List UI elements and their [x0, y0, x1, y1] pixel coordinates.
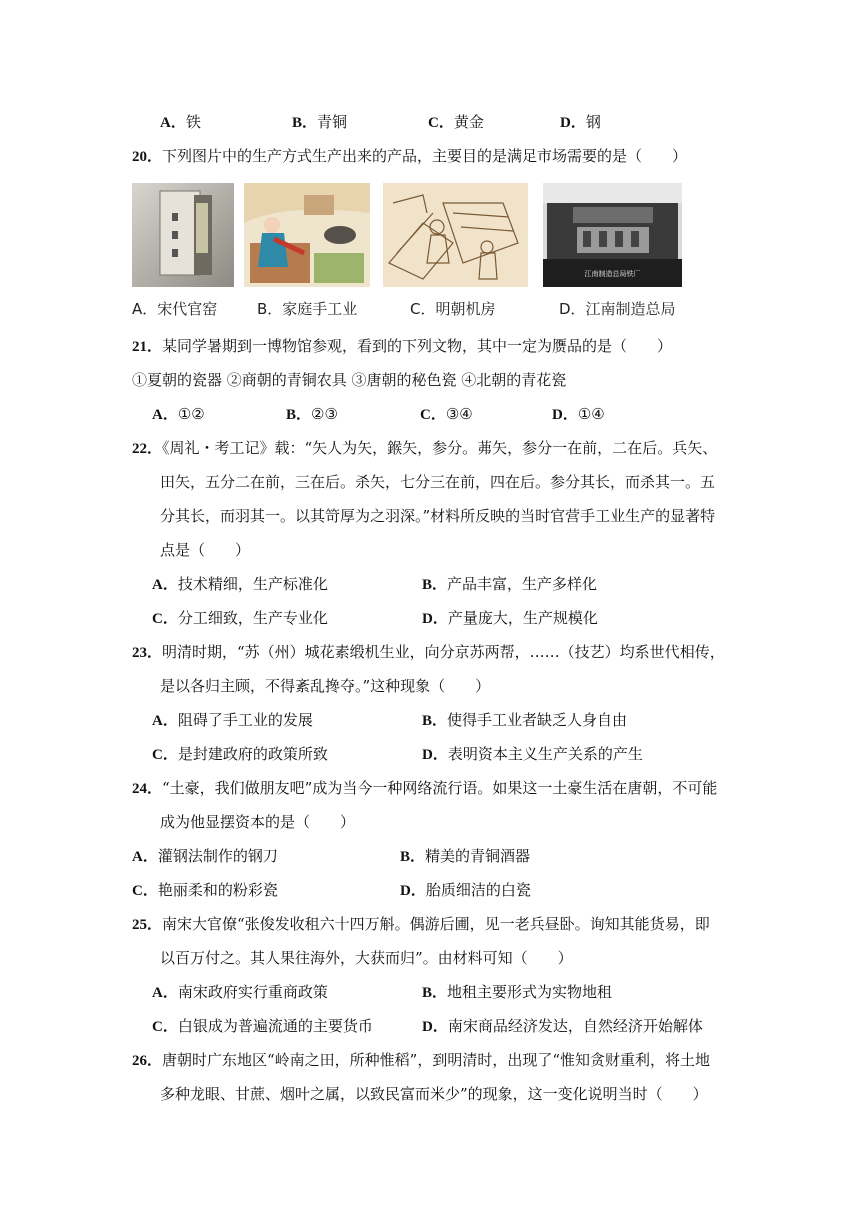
q23-line-2: 是以各归主顾，不得紊乱搀夺。”这种现象（ ）	[160, 677, 491, 695]
q22-option-d: D．产量庞大，生产规模化	[422, 609, 598, 627]
q24-line-2: 成为他显摆资本的是（ ）	[160, 813, 356, 831]
q20-stem: 20．下列图片中的生产方式生产出来的产品，主要目的是满足市场需要的是（ ）	[132, 147, 688, 165]
q19-option-a: A．铁	[160, 113, 201, 131]
q21-option-c: C．③④	[420, 405, 473, 423]
q25-option-c: C．白银成为普遍流通的主要货币	[152, 1017, 373, 1035]
q24-option-a: A．灌钢法制作的钢刀	[132, 847, 278, 865]
q22-line-2: 田矢，五分二在前，三在后。杀矢，七分三在前，四在后。参分其长，而杀其一。五	[160, 473, 716, 491]
q25-line-1: 25．南宋大官僚“张俊发收租六十四万斛。偶游后圃，见一老兵昼卧。询知其能货易，即	[132, 915, 710, 933]
home-weaving-image	[244, 183, 370, 287]
q24-line-1: 24．“土豪，我们做朋友吧”成为当今一种网络流行语。如果这一土豪生活在唐朝，不可能	[132, 779, 718, 797]
q22-line-4: 点是（ ）	[160, 541, 251, 559]
q23-option-d: D．表明资本主义生产关系的产生	[422, 745, 643, 763]
image-caption-c: C．明朝机房	[410, 300, 496, 318]
image-caption-a: A．宋代官窑	[132, 300, 218, 318]
q24-option-c: C．艳丽柔和的粉彩瓷	[132, 881, 278, 899]
q22-line-1: 22．《周礼・考工记》载：“矢人为矢，鍭矢，参分。茀矢，参分一在前，二在后。兵矢、	[132, 439, 718, 457]
q21-stem: 21．某同学暑期到一博物馆参观，看到的下列文物，其中一定为赝品的是（ ）	[132, 337, 673, 355]
ming-workshop-image	[383, 183, 528, 287]
q26-line-2: 多种龙眼、甘蔗、烟叶之属，以致民富而米少”的现象，这一变化说明当时（ ）	[160, 1085, 708, 1103]
q24-option-d: D．胎质细洁的白瓷	[400, 881, 531, 899]
q25-option-a: A．南宋政府实行重商政策	[152, 983, 328, 1001]
q26-line-1: 26．唐朝时广东地区“岭南之田，所种惟稻”，到明清时，出现了“惟知贪财重利，将土地	[132, 1051, 711, 1069]
q19-option-c: C．黄金	[428, 113, 484, 131]
image-caption-b: B．家庭手工业	[257, 300, 358, 318]
q21-option-d: D．①④	[552, 405, 605, 423]
q24-option-b: B．精美的青铜酒器	[400, 847, 531, 865]
q19-option-b: B．青铜	[292, 113, 348, 131]
q22-option-c: C．分工细致，生产专业化	[152, 609, 328, 627]
q19-option-d: D．钢	[560, 113, 601, 131]
q21-option-a: A．①②	[152, 405, 205, 423]
photo-caption-text: 江南制造总局铁厂	[584, 270, 641, 278]
q23-option-c: C．是封建政府的政策所致	[152, 745, 328, 763]
arsenal-photo-image	[543, 183, 682, 287]
q25-option-d: D．南宋商品经济发达，自然经济开始解体	[422, 1017, 703, 1035]
q22-line-3: 分其长，而羽其一。以其笴厚为之羽深。”材料所反映的当时官营手工业生产的显著特	[160, 507, 716, 525]
porcelain-vase-image	[132, 183, 234, 287]
q23-option-a: A．阻碍了手工业的发展	[152, 711, 313, 729]
q23-option-b: B．使得手工业者缺乏人身自由	[422, 711, 628, 729]
q22-option-a: A．技术精细，生产标准化	[152, 575, 328, 593]
image-caption-d: D．江南制造总局	[559, 300, 676, 318]
q25-option-b: B．地租主要形式为实物地租	[422, 983, 613, 1001]
q23-line-1: 23．明清时期，“苏（州）城花素缎机生业，向分京苏两帮，……（技艺）均系世代相传，	[132, 643, 725, 661]
q21-items: ①夏朝的瓷器 ②商朝的青铜农具 ③唐朝的秘色瓷 ④北朝的青花瓷	[132, 371, 567, 389]
q21-option-b: B．②③	[286, 405, 338, 423]
q25-line-2: 以百万付之。其人果往海外，大获而归”。由材料可知（ ）	[160, 949, 573, 967]
q22-option-b: B．产品丰富，生产多样化	[422, 575, 598, 593]
